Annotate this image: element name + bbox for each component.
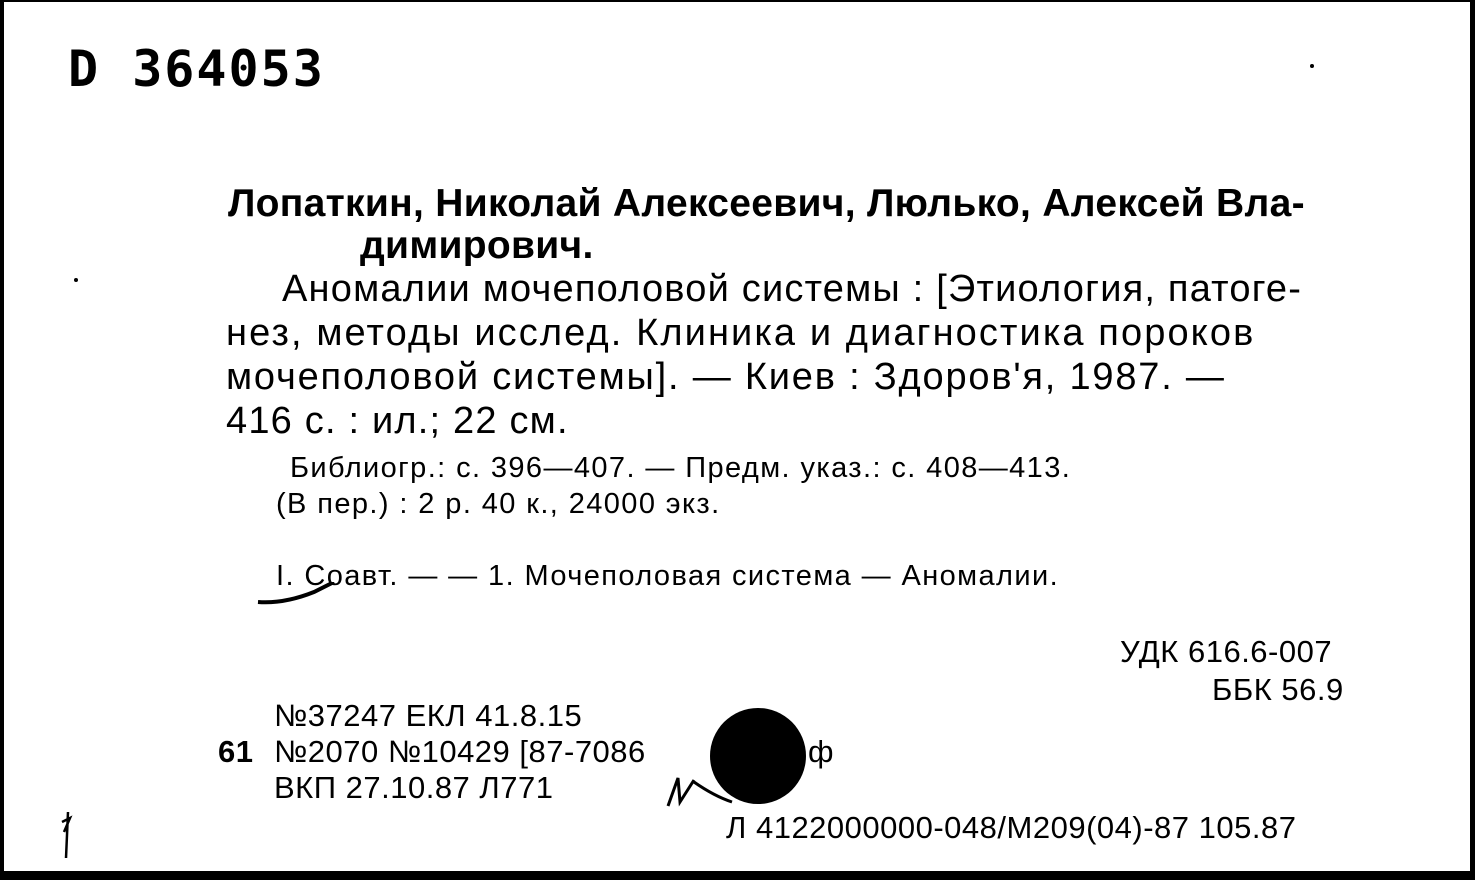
author-line-2: димирович. [360,224,594,267]
title-line-4: 416 с. : ил.; 22 см. [226,400,569,442]
author-line-1: Лопаткин, Николай Алексеевич, Люлько, Алексей Вла- [228,182,1305,225]
speck [1310,64,1314,68]
handwritten-initial-mark [664,772,734,812]
record-line-2: №2070 №10429 [87-7086 [274,734,646,769]
note-price: (В пер.) : 2 р. 40 к., 24000 экз. [276,488,721,520]
title-line-1: Аномалии мочеполовой системы : [Этиология, патоге- [282,268,1303,310]
title-line-3: мочеполовой системы]. — Киев : Здоров'я, 1987. — [226,356,1226,398]
title-line-2: нез, методы исслед. Клиника и диагностика пороков [226,312,1256,354]
note-bibliography: Библиогр.: с. 396—407. — Предм. указ.: с. 408—413. [290,452,1072,484]
udk-code: УДК 616.6-007 [1120,634,1333,669]
speck [74,278,78,282]
handwritten-underline-mark [254,582,344,612]
record-prefix: 61 [218,734,254,769]
tracings: I. Соавт. — — 1. Мочеполовая система — Аномалии. [276,560,1060,592]
margin-ink-mark [58,810,78,860]
record-line-3: ВКП 27.10.87 Л771 [274,770,554,805]
record-tail: ф [808,734,835,769]
shelfmark: D 364053 [68,40,325,98]
code-line: Л 4122000000-048/М209(04)-87 105.87 [726,810,1297,845]
bbk-code: ББК 56.9 [1212,672,1344,707]
record-line-1: №37247 ЕКЛ 41.8.15 [274,698,583,733]
